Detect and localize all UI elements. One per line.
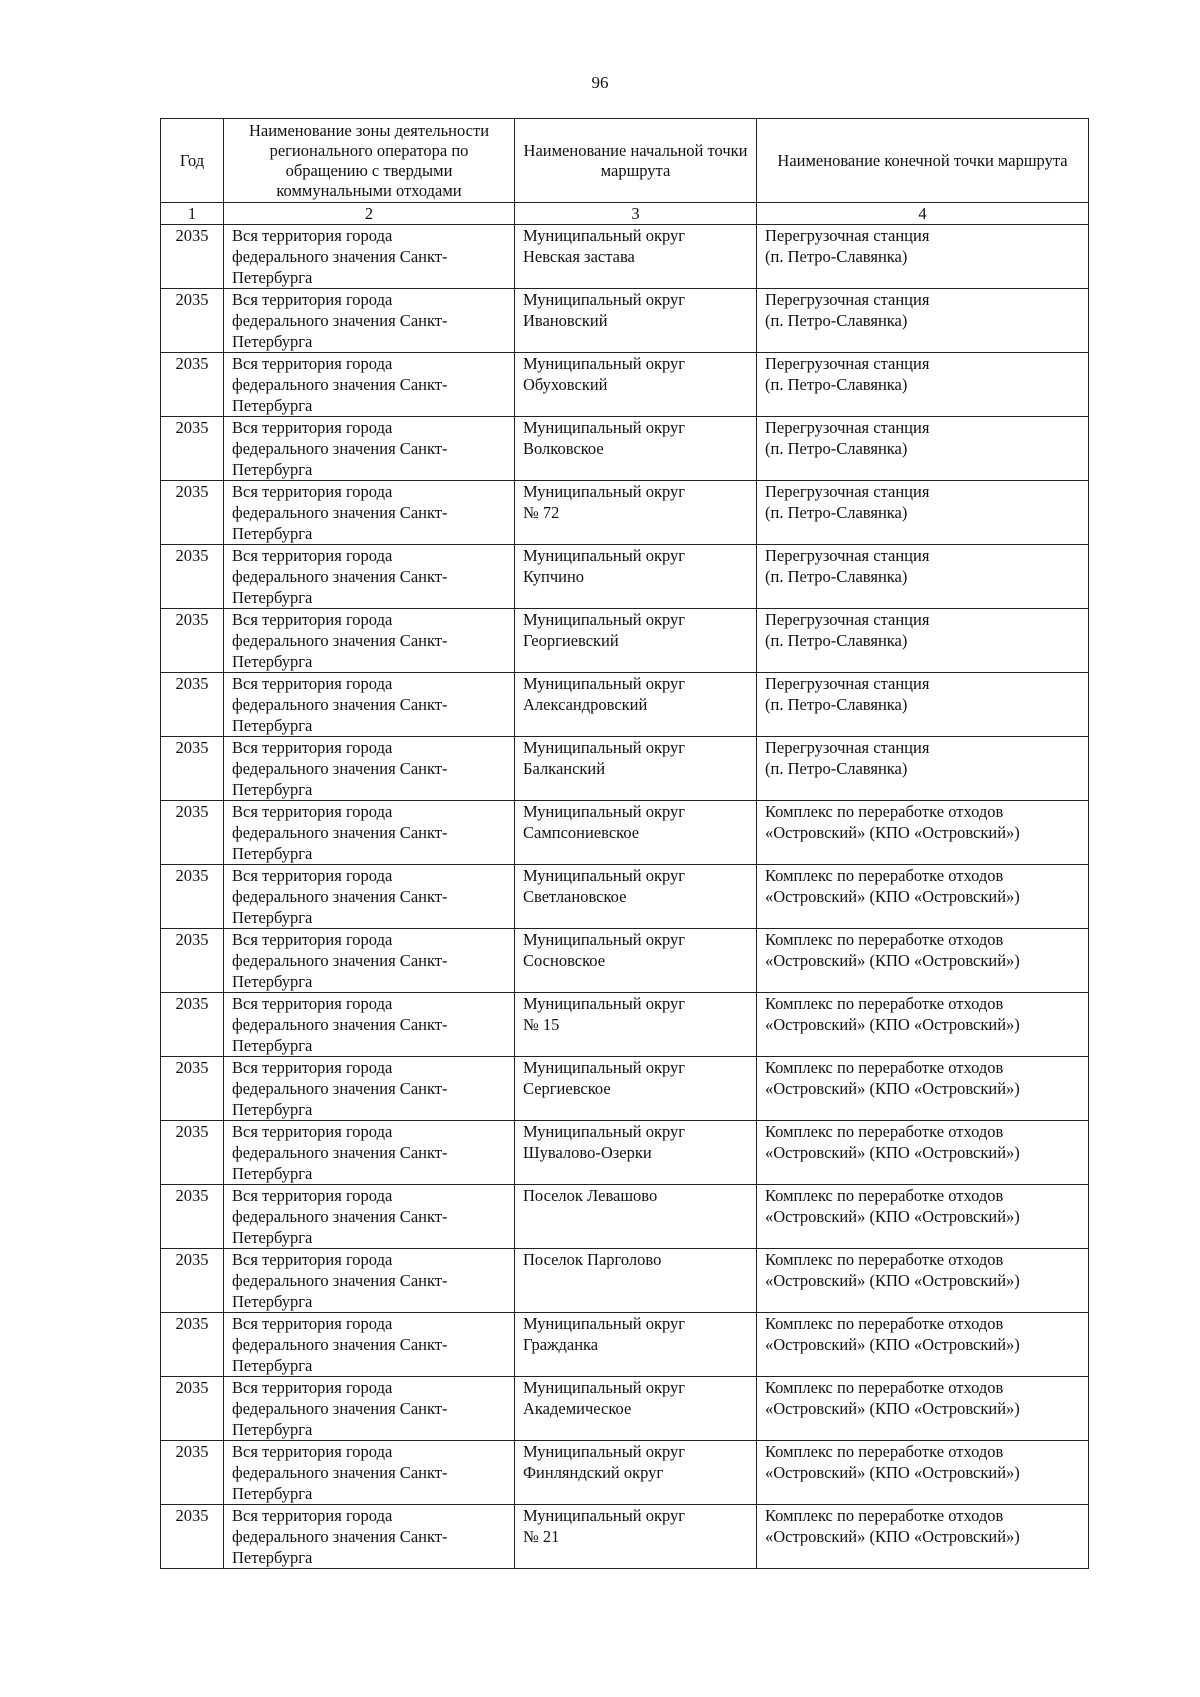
cell-year: 2035 — [161, 481, 224, 545]
cell-start-point: Муниципальный округ Балканский — [515, 737, 757, 801]
table-row — [161, 481, 1089, 545]
cell-end-point: Комплекс по переработке отходов «Островский» (КПО «Островский») — [757, 1441, 1089, 1505]
cell-start-point: Муниципальный округ № 72 — [515, 481, 757, 545]
cell-zone: Вся территория города федерального значения Санкт- Петербурга — [224, 801, 515, 865]
cell-end-point: Перегрузочная станция (п. Петро-Славянка) — [757, 673, 1089, 737]
table-row — [161, 353, 1089, 417]
cell-zone: Вся территория города федерального значения Санкт- Петербурга — [224, 1185, 515, 1249]
table-row — [161, 1313, 1089, 1377]
routes-table — [160, 118, 1089, 1569]
header-start-point: Наименование начальной точки маршрута — [515, 119, 757, 203]
cell-end-point: Комплекс по переработке отходов «Островский» (КПО «Островский») — [757, 1057, 1089, 1121]
cell-end-point: Комплекс по переработке отходов «Островский» (КПО «Островский») — [757, 1249, 1089, 1313]
column-number: 4 — [757, 203, 1089, 225]
cell-end-point: Перегрузочная станция (п. Петро-Славянка) — [757, 225, 1089, 289]
cell-zone: Вся территория города федерального значения Санкт- Петербурга — [224, 865, 515, 929]
cell-start-point: Муниципальный округ Обуховский — [515, 353, 757, 417]
table-row — [161, 865, 1089, 929]
cell-zone: Вся территория города федерального значения Санкт- Петербурга — [224, 737, 515, 801]
cell-end-point: Комплекс по переработке отходов «Островский» (КПО «Островский») — [757, 1185, 1089, 1249]
cell-year: 2035 — [161, 417, 224, 481]
cell-end-point: Комплекс по переработке отходов «Островский» (КПО «Островский») — [757, 1377, 1089, 1441]
cell-end-point: Комплекс по переработке отходов «Островский» (КПО «Островский») — [757, 1121, 1089, 1185]
cell-zone: Вся территория города федерального значения Санкт- Петербурга — [224, 225, 515, 289]
cell-end-point: Перегрузочная станция (п. Петро-Славянка) — [757, 545, 1089, 609]
column-number: 1 — [161, 203, 224, 225]
cell-end-point: Перегрузочная станция (п. Петро-Славянка) — [757, 737, 1089, 801]
cell-end-point: Перегрузочная станция (п. Петро-Славянка) — [757, 353, 1089, 417]
table-row — [161, 289, 1089, 353]
cell-start-point: Муниципальный округ Волковское — [515, 417, 757, 481]
cell-start-point: Муниципальный округ Сосновское — [515, 929, 757, 993]
cell-zone: Вся территория города федерального значения Санкт- Петербурга — [224, 1377, 515, 1441]
cell-year: 2035 — [161, 1121, 224, 1185]
cell-zone: Вся территория города федерального значения Санкт- Петербурга — [224, 993, 515, 1057]
table-row — [161, 609, 1089, 673]
cell-zone: Вся территория города федерального значения Санкт- Петербурга — [224, 289, 515, 353]
header-end-point: Наименование конечной точки маршрута — [757, 119, 1089, 203]
table-row — [161, 673, 1089, 737]
cell-year: 2035 — [161, 1313, 224, 1377]
cell-year: 2035 — [161, 1377, 224, 1441]
cell-year: 2035 — [161, 289, 224, 353]
cell-year: 2035 — [161, 1249, 224, 1313]
table-row — [161, 801, 1089, 865]
table-row — [161, 1377, 1089, 1441]
table-row — [161, 1057, 1089, 1121]
cell-start-point: Муниципальный округ Сампсониевское — [515, 801, 757, 865]
cell-start-point: Муниципальный округ Ивановский — [515, 289, 757, 353]
table-row — [161, 225, 1089, 289]
cell-year: 2035 — [161, 865, 224, 929]
table-row — [161, 929, 1089, 993]
cell-year: 2035 — [161, 609, 224, 673]
cell-zone: Вся территория города федерального значения Санкт- Петербурга — [224, 673, 515, 737]
cell-start-point: Муниципальный округ Шувалово-Озерки — [515, 1121, 757, 1185]
cell-end-point: Комплекс по переработке отходов «Островский» (КПО «Островский») — [757, 993, 1089, 1057]
table-row — [161, 1121, 1089, 1185]
cell-end-point: Перегрузочная станция (п. Петро-Славянка) — [757, 609, 1089, 673]
cell-end-point: Перегрузочная станция (п. Петро-Славянка) — [757, 481, 1089, 545]
page-number: 96 — [591, 73, 609, 92]
cell-zone: Вся территория города федерального значения Санкт- Петербурга — [224, 1505, 515, 1569]
cell-year: 2035 — [161, 1441, 224, 1505]
header-zone: Наименование зоны деятельности регионального оператора по обращению с твердыми коммунальными отходами — [224, 119, 515, 203]
cell-start-point: Муниципальный округ № 15 — [515, 993, 757, 1057]
cell-start-point: Муниципальный округ Георгиевский — [515, 609, 757, 673]
cell-start-point: Поселок Парголово — [515, 1249, 757, 1313]
cell-zone: Вся территория города федерального значения Санкт- Петербурга — [224, 481, 515, 545]
table-row — [161, 1185, 1089, 1249]
cell-end-point: Комплекс по переработке отходов «Островский» (КПО «Островский») — [757, 801, 1089, 865]
cell-year: 2035 — [161, 1057, 224, 1121]
cell-zone: Вся территория города федерального значения Санкт- Петербурга — [224, 1249, 515, 1313]
header-row — [161, 119, 1089, 203]
cell-year: 2035 — [161, 737, 224, 801]
cell-end-point: Комплекс по переработке отходов «Островский» (КПО «Островский») — [757, 865, 1089, 929]
cell-year: 2035 — [161, 353, 224, 417]
cell-year: 2035 — [161, 545, 224, 609]
cell-year: 2035 — [161, 801, 224, 865]
cell-end-point: Перегрузочная станция (п. Петро-Славянка) — [757, 417, 1089, 481]
table-row — [161, 1441, 1089, 1505]
cell-start-point: Муниципальный округ № 21 — [515, 1505, 757, 1569]
cell-start-point: Муниципальный округ Светлановское — [515, 865, 757, 929]
cell-end-point: Комплекс по переработке отходов «Островский» (КПО «Островский») — [757, 1313, 1089, 1377]
cell-year: 2035 — [161, 1505, 224, 1569]
cell-year: 2035 — [161, 225, 224, 289]
table-row — [161, 1249, 1089, 1313]
column-number: 3 — [515, 203, 757, 225]
cell-start-point: Муниципальный округ Невская застава — [515, 225, 757, 289]
cell-start-point: Муниципальный округ Купчино — [515, 545, 757, 609]
cell-zone: Вся территория города федерального значения Санкт- Петербурга — [224, 1057, 515, 1121]
header-year: Год — [161, 119, 224, 203]
table-body — [161, 225, 1089, 1569]
cell-start-point: Поселок Левашово — [515, 1185, 757, 1249]
cell-zone: Вся территория города федерального значения Санкт- Петербурга — [224, 353, 515, 417]
cell-zone: Вся территория города федерального значения Санкт- Петербурга — [224, 1441, 515, 1505]
cell-start-point: Муниципальный округ Гражданка — [515, 1313, 757, 1377]
cell-zone: Вся территория города федерального значения Санкт- Петербурга — [224, 929, 515, 993]
cell-zone: Вся территория города федерального значения Санкт- Петербурга — [224, 1313, 515, 1377]
table-row — [161, 737, 1089, 801]
cell-year: 2035 — [161, 1185, 224, 1249]
cell-year: 2035 — [161, 993, 224, 1057]
cell-start-point: Муниципальный округ Сергиевское — [515, 1057, 757, 1121]
cell-zone: Вся территория города федерального значения Санкт- Петербурга — [224, 417, 515, 481]
cell-start-point: Муниципальный округ Академическое — [515, 1377, 757, 1441]
cell-start-point: Муниципальный округ Александровский — [515, 673, 757, 737]
cell-end-point: Перегрузочная станция (п. Петро-Славянка) — [757, 289, 1089, 353]
cell-zone: Вся территория города федерального значения Санкт- Петербурга — [224, 545, 515, 609]
cell-year: 2035 — [161, 673, 224, 737]
cell-start-point: Муниципальный округ Финляндский округ — [515, 1441, 757, 1505]
cell-year: 2035 — [161, 929, 224, 993]
cell-zone: Вся территория города федерального значения Санкт- Петербурга — [224, 1121, 515, 1185]
column-number-row — [161, 203, 1089, 225]
cell-end-point: Комплекс по переработке отходов «Островский» (КПО «Островский») — [757, 1505, 1089, 1569]
table-row — [161, 545, 1089, 609]
cell-zone: Вся территория города федерального значения Санкт- Петербурга — [224, 609, 515, 673]
table-row — [161, 1505, 1089, 1569]
column-number: 2 — [224, 203, 515, 225]
table-row — [161, 417, 1089, 481]
cell-end-point: Комплекс по переработке отходов «Островский» (КПО «Островский») — [757, 929, 1089, 993]
table-row — [161, 993, 1089, 1057]
